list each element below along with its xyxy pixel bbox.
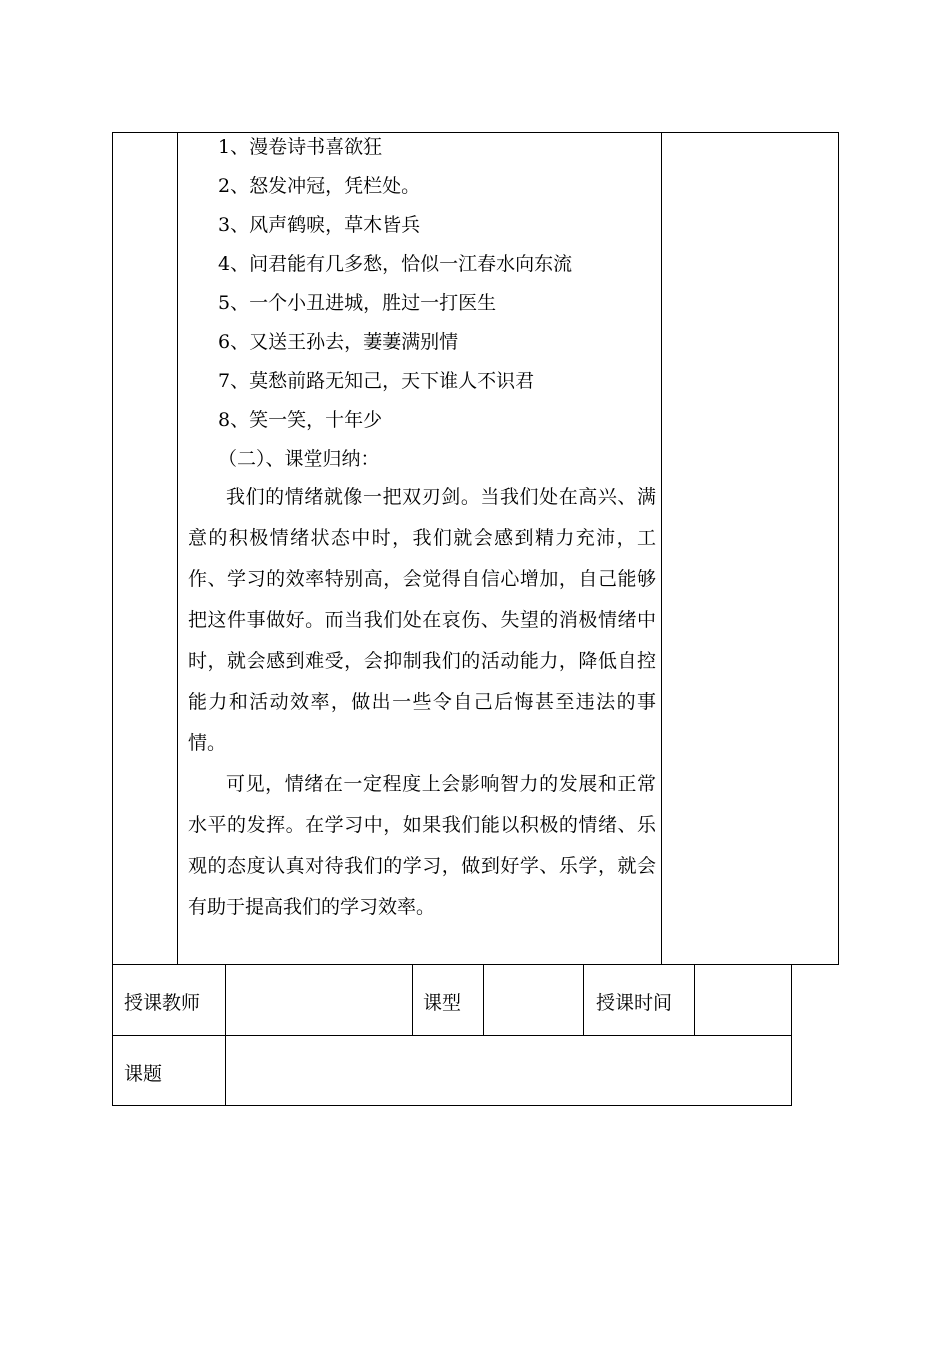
summary-paragraph-1: 我们的情绪就像一把双刃剑。当我们处在高兴、满意的积极情绪状态中时，我们就会感到精力充沛，工作、学习的效率特别高，会觉得自信心增加，自己能够把这件事做好。而当我们处在哀伤、失望的消极情绪中时，就会感到难受，会抑制我们的活动能力，降低自控能力和活动效率，做出一些令自己后悔甚至违法的事情。 [188, 486, 656, 754]
list-item: 3、风声鹤唳，草木皆兵 [218, 214, 421, 236]
section-heading: （二）、课堂归纳： [218, 448, 380, 470]
lesson-type-label: 课型 [423, 992, 462, 1014]
upper-table-divider-1 [177, 132, 178, 965]
upper-table-right-border [838, 132, 839, 965]
upper-table-top-border [112, 132, 839, 133]
lesson-time-label: 授课时间 [596, 992, 673, 1014]
upper-table-divider-2 [661, 132, 662, 965]
footer-table-right-border [791, 964, 792, 1106]
list-item: 2、怒发冲冠，凭栏处。 [218, 175, 421, 197]
footer-table-bottom-border [112, 1105, 792, 1106]
footer-table-divider-1 [225, 964, 226, 1106]
footer-table-left-border [112, 964, 113, 1106]
topic-label: 课题 [124, 1063, 163, 1085]
footer-table-divider-2 [412, 964, 413, 1036]
list-item: 8、笑一笑，十年少 [218, 409, 383, 431]
list-item: 1、漫卷诗书喜欲狂 [218, 136, 383, 158]
summary-paragraph-2: 可见，情绪在一定程度上会影响智力的发展和正常水平的发挥。在学习中，如果我们能以积极的情绪、乐观的态度认真对待我们的学习，做到好学、乐学，就会有助于提高我们的学习效率。 [188, 773, 656, 918]
list-item: 5、一个小丑进城，胜过一打医生 [218, 292, 497, 314]
list-item: 7、莫愁前路无知己，天下谁人不识君 [218, 370, 535, 392]
footer-table-row-divider [112, 1035, 792, 1036]
footer-table-divider-5 [694, 964, 695, 1036]
list-item: 4、问君能有几多愁，恰似一江春水向东流 [218, 253, 573, 275]
footer-table-divider-4 [583, 964, 584, 1036]
upper-table-bottom-border [112, 964, 839, 965]
upper-table-left-border [112, 132, 113, 965]
footer-table-divider-3 [483, 964, 484, 1036]
list-item: 6、又送王孙去，萋萋满别情 [218, 331, 459, 353]
teacher-label: 授课教师 [124, 992, 201, 1014]
